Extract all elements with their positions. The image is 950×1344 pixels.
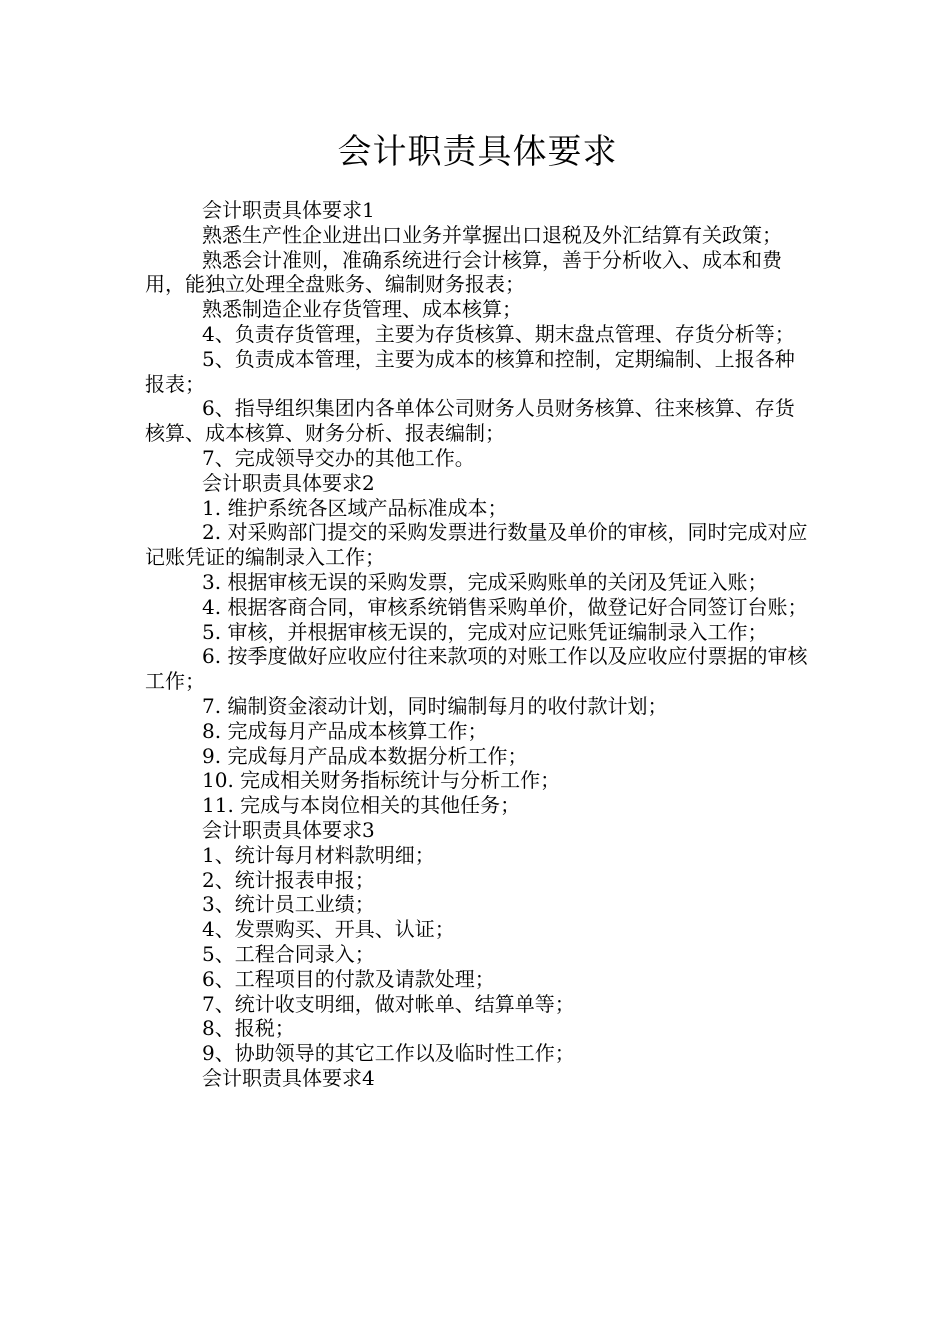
list-item: 4、发票购买、开具、认证； [202, 917, 455, 942]
list-item: 8. 完成每月产品成本核算工作； [202, 718, 488, 743]
list-item: 1、统计每月材料款明细； [202, 842, 435, 867]
paragraph: 熟悉制造企业存货管理、成本核算； [202, 297, 522, 322]
list-item: 8、报税； [202, 1016, 295, 1041]
page-title: 会计职责具体要求 [337, 132, 618, 172]
list-item: 4. 根据客商合同，审核系统销售采购单价，做登记好合同签订台账； [202, 594, 808, 619]
list-item: 5、工程合同录入； [202, 941, 375, 966]
list-item: 6. 按季度做好应收应付往来款项的对账工作以及应收应付票据的审核工作； [145, 644, 808, 694]
list-item: 3. 根据审核无误的采购发票，完成采购账单的关闭及凭证入账； [202, 569, 768, 594]
section-heading-4: 会计职责具体要求4 [202, 1065, 375, 1090]
list-item: 2、统计报表申报； [202, 867, 375, 892]
list-item: 3、统计员工业绩； [202, 892, 375, 917]
paragraph: 4、负责存货管理，主要为存货核算、期末盘点管理、存货分析等； [202, 321, 795, 346]
paragraph: 7、完成领导交办的其他工作。 [202, 445, 475, 470]
section-heading-2: 会计职责具体要求2 [202, 470, 375, 495]
paragraph: 6、指导组织集团内各单体公司财务人员财务核算、往来核算、存货核算、成本核算、财务分析、报表编制； [145, 396, 795, 446]
section-heading-3: 会计职责具体要求3 [202, 817, 375, 842]
list-item: 10. 完成相关财务指标统计与分析工作； [202, 768, 561, 793]
section-heading-1: 会计职责具体要求1 [202, 198, 375, 222]
list-item: 9、协助领导的其它工作以及临时性工作； [202, 1041, 575, 1066]
paragraph: 5、负责成本管理，主要为成本的核算和控制，定期编制、上报各种报表； [145, 346, 795, 396]
document-page [145, 0, 810, 1091]
list-item: 7. 编制资金滚动计划，同时编制每月的收付款计划； [202, 693, 668, 718]
list-item: 2. 对采购部门提交的采购发票进行数量及单价的审核，同时完成对应记账凭证的编制录入工作； [145, 520, 808, 570]
paragraph: 熟悉生产性企业进出口业务并掌握出口退税及外汇结算有关政策； [202, 222, 782, 247]
list-item: 1. 维护系统各区域产品标准成本； [202, 495, 508, 520]
list-item: 5. 审核，并根据审核无误的，完成对应记账凭证编制录入工作； [202, 619, 768, 644]
list-item: 9. 完成每月产品成本数据分析工作； [202, 743, 528, 768]
list-item: 11. 完成与本岗位相关的其他任务； [202, 793, 521, 818]
document-body [145, 198, 810, 1091]
list-item: 6、工程项目的付款及请款处理； [202, 966, 495, 991]
list-item: 7、统计收支明细，做对帐单、结算单等； [202, 991, 575, 1016]
paragraph: 熟悉会计准则，准确系统进行会计核算，善于分析收入、成本和费用，能独立处理全盘账务、编制财务报表； [145, 247, 782, 297]
